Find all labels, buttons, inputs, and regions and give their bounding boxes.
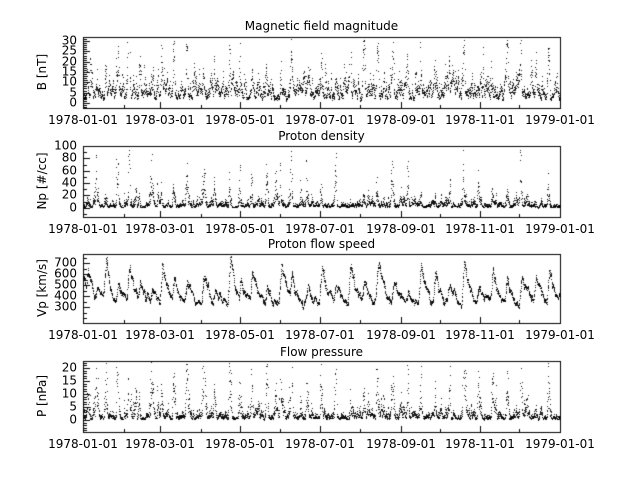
x-tick-label: 1978-01-01 [48,222,118,236]
y-tick-label: 20 [61,360,77,375]
panel-title-magnetic-field: Magnetic field magnitude [244,19,399,33]
x-tick-label: 1979-01-01 [525,437,595,451]
y-axis-label-vp: Vp [km/s] [35,259,49,317]
x-tick-label: 1978-05-01 [205,222,275,236]
x-tick-label: 1978-07-01 [285,222,355,236]
y-tick-label: 40 [61,175,77,190]
y-tick-label: 300 [54,299,77,314]
panel-title-proton-density: Proton density [278,129,365,143]
x-tick-label: 1978-07-01 [285,328,355,342]
magnetic-field-plot-area [83,37,560,108]
x-tick-label: 1978-11-01 [445,222,515,236]
y-axis-label-p: P [nPa] [35,374,49,418]
x-tick-label: 1978-07-01 [285,437,355,451]
x-tick-label: 1978-03-01 [125,328,195,342]
y-tick-label: 700 [54,255,77,270]
x-tick-label: 1978-05-01 [205,328,275,342]
y-tick-label: 60 [61,163,77,178]
y-tick-label: 15 [61,373,77,388]
y-tick-label: 0 [69,95,77,110]
x-tick-label: 1978-11-01 [445,328,515,342]
y-tick-label: 100 [54,138,77,153]
y-tick-label: 500 [54,277,77,292]
x-tick-label: 1978-05-01 [205,437,275,451]
x-tick-label: 1978-03-01 [125,437,195,451]
y-tick-label: 5 [69,399,77,414]
x-tick-label: 1978-09-01 [366,113,436,127]
proton-flow-speed-plot-area [83,254,560,323]
y-tick-label: 25 [61,43,77,58]
x-tick-label: 1978-09-01 [366,437,436,451]
y-tick-label: 20 [61,54,77,69]
x-tick-label: 1978-11-01 [445,437,515,451]
flow-pressure-plot-area [83,361,560,432]
x-tick-label: 1978-01-01 [48,437,118,451]
x-tick-label: 1978-01-01 [48,113,118,127]
y-tick-label: 10 [61,74,77,89]
y-tick-label: 15 [61,64,77,79]
y-tick-label: 400 [54,288,77,303]
x-tick-label: 1978-09-01 [366,222,436,236]
x-tick-label: 1979-01-01 [525,222,595,236]
x-tick-label: 1978-03-01 [125,222,195,236]
x-tick-label: 1979-01-01 [525,113,595,127]
proton-density-plot-area [83,146,560,217]
y-tick-label: 0 [69,200,77,215]
x-tick-label: 1978-05-01 [205,113,275,127]
x-tick-label: 1978-07-01 [285,113,355,127]
x-tick-label: 1978-09-01 [366,328,436,342]
y-axis-label-np: Np [#/cc] [35,152,49,210]
y-tick-label: 20 [61,187,77,202]
y-axis-label-b: B [nT] [35,53,49,91]
y-tick-label: 600 [54,266,77,281]
y-tick-label: 5 [69,85,77,100]
y-tick-label: 10 [61,386,77,401]
x-tick-label: 1978-01-01 [48,328,118,342]
panel-title-proton-flow-speed: Proton flow speed [267,237,376,251]
x-tick-label: 1979-01-01 [525,328,595,342]
y-tick-label: 0 [69,412,77,427]
x-tick-label: 1978-03-01 [125,113,195,127]
y-tick-label: 30 [61,33,77,48]
panel-title-flow-pressure: Flow pressure [279,345,364,359]
y-tick-label: 80 [61,150,77,165]
x-tick-label: 1978-11-01 [445,113,515,127]
